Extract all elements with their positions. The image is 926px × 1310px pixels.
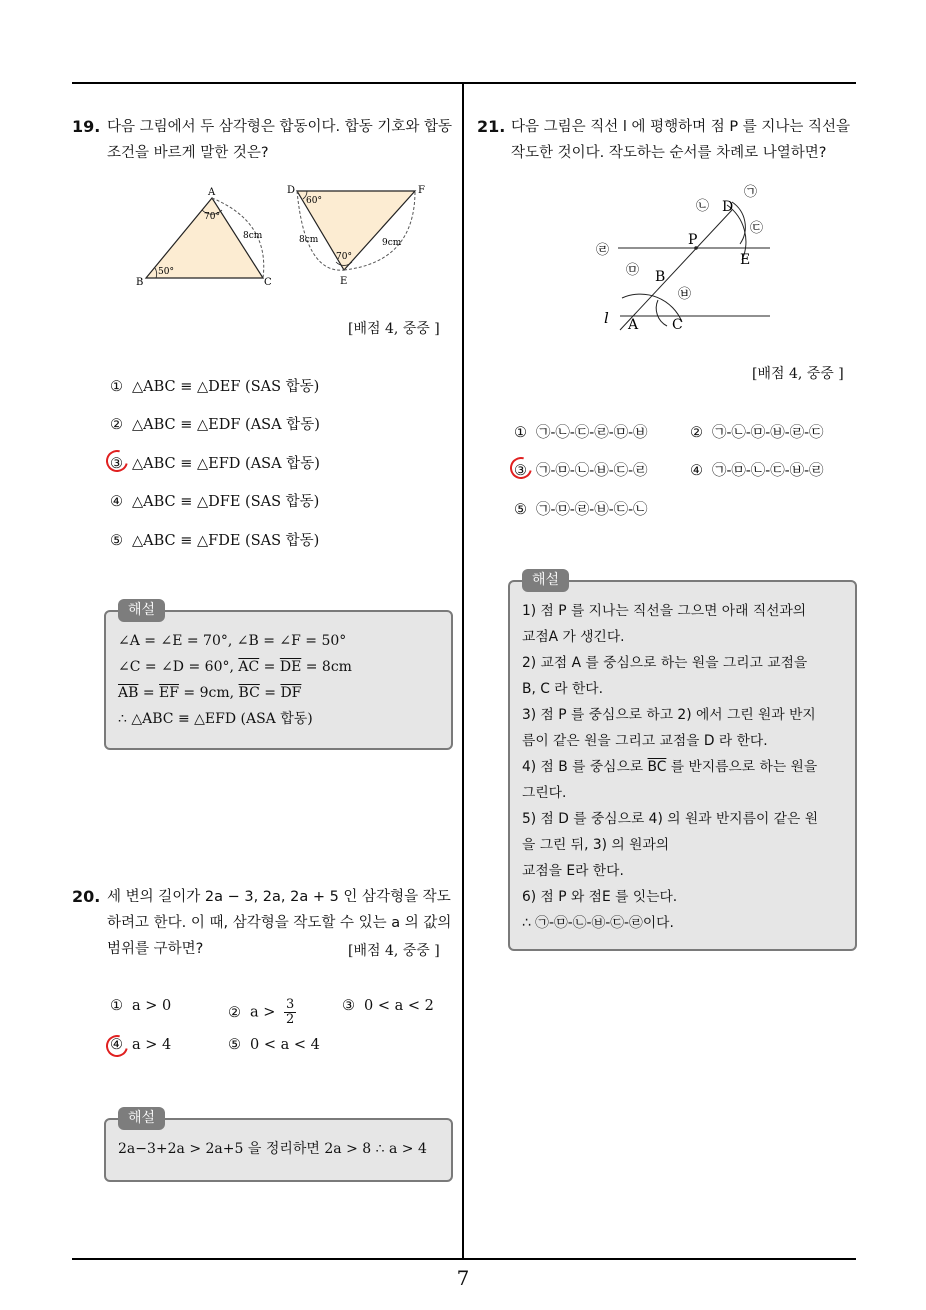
bottom-rule <box>72 1258 856 1260</box>
circled-4: ㉣ <box>596 243 610 258</box>
q21-sol-line-2: 교점A 가 생긴다. <box>522 629 625 645</box>
q21-sol-line-13: ∴ ㉠-㉤-㉡-㉥-㉢-㉣이다. <box>522 915 674 931</box>
q21-solution-tab: 해설 <box>522 569 569 592</box>
q20-choice-3[interactable]: ③ 0 < a < 2 <box>342 998 434 1014</box>
q19-text: 다음 그림에서 두 삼각형은 합동이다. 합동 기호와 합동조건을 바르게 말한 것은? <box>107 119 453 161</box>
q21-choice-3[interactable]: ③ ㉠-㉤-㉡-㉥-㉢-㉣ <box>514 463 648 479</box>
answer-circle-mark <box>102 1031 132 1061</box>
label-l: l <box>604 309 609 327</box>
circled-3: ㉢ <box>750 221 764 236</box>
q21-sol-line-7: 4) 점 B 를 중심으로 $\overline{BC}$ 를 반지름으로 하는 원을 <box>522 759 818 775</box>
q21-figure <box>592 180 782 340</box>
label-A: A <box>628 317 639 333</box>
q20-solution-tab: 해설 <box>118 1107 165 1130</box>
circled-6: ㉥ <box>678 287 692 302</box>
label-E: E <box>340 276 348 287</box>
q21-sol-line-5: 3) 점 P 를 중심으로 하고 2) 에서 그린 원과 반지 <box>522 707 816 723</box>
side-DE: 8cm <box>299 235 319 245</box>
q21-choice-5[interactable]: ⑤ ㉠-㉤-㉣-㉥-㉢-㉡ <box>514 502 648 518</box>
angle-E: 70° <box>336 252 352 262</box>
label-C: C <box>264 277 272 288</box>
q21-sol-line-6: 름이 같은 원을 그리고 교점을 D 라 한다. <box>522 733 768 749</box>
column-divider <box>462 84 464 1259</box>
q20-text: 세 변의 길이가 2a − 3, 2a, 2a + 5 인 삼각형을 작도하려고 한다. 이 때, 삼각형을 작도할 수 있는 a 의 값의 범위를 구하면? <box>107 889 452 957</box>
q21-solution-box <box>508 580 857 951</box>
q21-choice-4[interactable]: ④ ㉠-㉤-㉡-㉢-㉥-㉣ <box>690 463 824 479</box>
label-D: D <box>722 199 734 215</box>
page-number: 7 <box>456 1266 470 1290</box>
label-E: E <box>740 252 751 268</box>
q19-solution-tab: 해설 <box>118 599 165 622</box>
q20-number: 20. <box>72 887 101 906</box>
angle-A: 70° <box>204 212 220 222</box>
q19-choice-4[interactable]: ④ △ABC ≡ △DFE (SAS 합동) <box>110 494 320 510</box>
circled-2: ㉡ <box>696 199 710 214</box>
label-D: D <box>287 185 296 196</box>
angle-B: 50° <box>158 267 174 277</box>
q21-sol-line-1: 1) 점 P 를 지나는 직선을 그으면 아래 직선과의 <box>522 603 807 619</box>
q21-text: 다음 그림은 직선 l 에 평행하며 점 P 를 지나는 직선을 작도한 것이다. 작도하는 순서를 차례로 나열하면? <box>511 119 851 161</box>
q21-sol-line-12: 6) 점 P 와 점E 를 잇는다. <box>522 889 678 905</box>
q19-choice-3[interactable]: ③ △ABC ≡ △EFD (ASA 합동) <box>110 456 320 472</box>
side-AC: 8cm <box>243 231 263 241</box>
q20-score: [배점 4, 중중 ] <box>348 943 440 959</box>
q20-sol-line-1: 2a−3+2a > 2a+5 을 정리하면 2a > 8 ∴ a > 4 <box>118 1141 427 1157</box>
label-B: B <box>136 277 144 288</box>
label-C: C <box>672 317 683 333</box>
q19-sol-line-1: ∠A = ∠E = 70°, ∠B = ∠F = 50° <box>118 633 347 649</box>
side-EF: 9cm <box>382 238 402 248</box>
q19-sol-line-3: $\overline{AB} = \overline{EF} = 9cm$, $\overline{BC} = \overline{DF}$ <box>118 685 302 701</box>
q21-number: 21. <box>477 117 506 136</box>
q19-solution-box <box>104 610 453 750</box>
top-rule <box>72 82 856 84</box>
q19-sol-line-4: ∴ △ABC ≡ △EFD (ASA 합동) <box>118 711 313 727</box>
q20-choice-4[interactable]: ④ a > 4 <box>110 1037 172 1053</box>
q21-sol-line-11: 교점을 E라 한다. <box>522 863 624 879</box>
q21-sol-line-4: B, C 라 한다. <box>522 681 604 697</box>
q19-sol-line-2: ∠C = ∠D = 60°, $\overline{AC} = \overline{DE} = 8cm$ <box>118 659 352 675</box>
q19-score: [배점 4, 중중 ] <box>348 321 440 337</box>
q19-choice-5[interactable]: ⑤ △ABC ≡ △FDE (SAS 합동) <box>110 533 320 549</box>
q19-choice-2[interactable]: ② △ABC ≡ △EDF (ASA 합동) <box>110 417 320 433</box>
q21-score: [배점 4, 중중 ] <box>752 366 844 382</box>
circled-1: ㉠ <box>744 185 758 200</box>
q21-sol-line-8: 그린다. <box>522 785 567 801</box>
q21-choice-2[interactable]: ② ㉠-㉡-㉤-㉥-㉣-㉢ <box>690 425 824 441</box>
q21-sol-line-9: 5) 점 D 를 중심으로 4) 의 원과 반지름이 같은 원 <box>522 811 819 827</box>
q21-sol-line-10: 을 그린 뒤, 3) 의 원과의 <box>522 837 670 853</box>
label-P: P <box>688 232 698 248</box>
q19-choice-1[interactable]: ① △ABC ≡ △DEF (SAS 합동) <box>110 379 320 395</box>
label-F: F <box>418 185 425 196</box>
q20-choice-5[interactable]: ⑤ 0 < a < 4 <box>228 1037 320 1053</box>
angle-D: 60° <box>306 196 322 206</box>
q21-choice-1[interactable]: ① ㉠-㉡-㉢-㉣-㉤-㉥ <box>514 425 648 441</box>
fraction: $\frac{3}{2}$ <box>286 997 295 1027</box>
q19-figure <box>130 182 440 292</box>
q20-choice-1[interactable]: ① a > 0 <box>110 998 172 1014</box>
circled-5: ㉤ <box>626 263 640 278</box>
label-B: B <box>655 269 666 285</box>
q20-choice-2[interactable]: ② a > $\frac{3}{2}$ <box>228 997 295 1027</box>
q19-number: 19. <box>72 117 101 136</box>
label-A: A <box>208 187 216 198</box>
q21-sol-line-3: 2) 교점 A 를 중심으로 하는 원을 그리고 교점을 <box>522 655 808 671</box>
